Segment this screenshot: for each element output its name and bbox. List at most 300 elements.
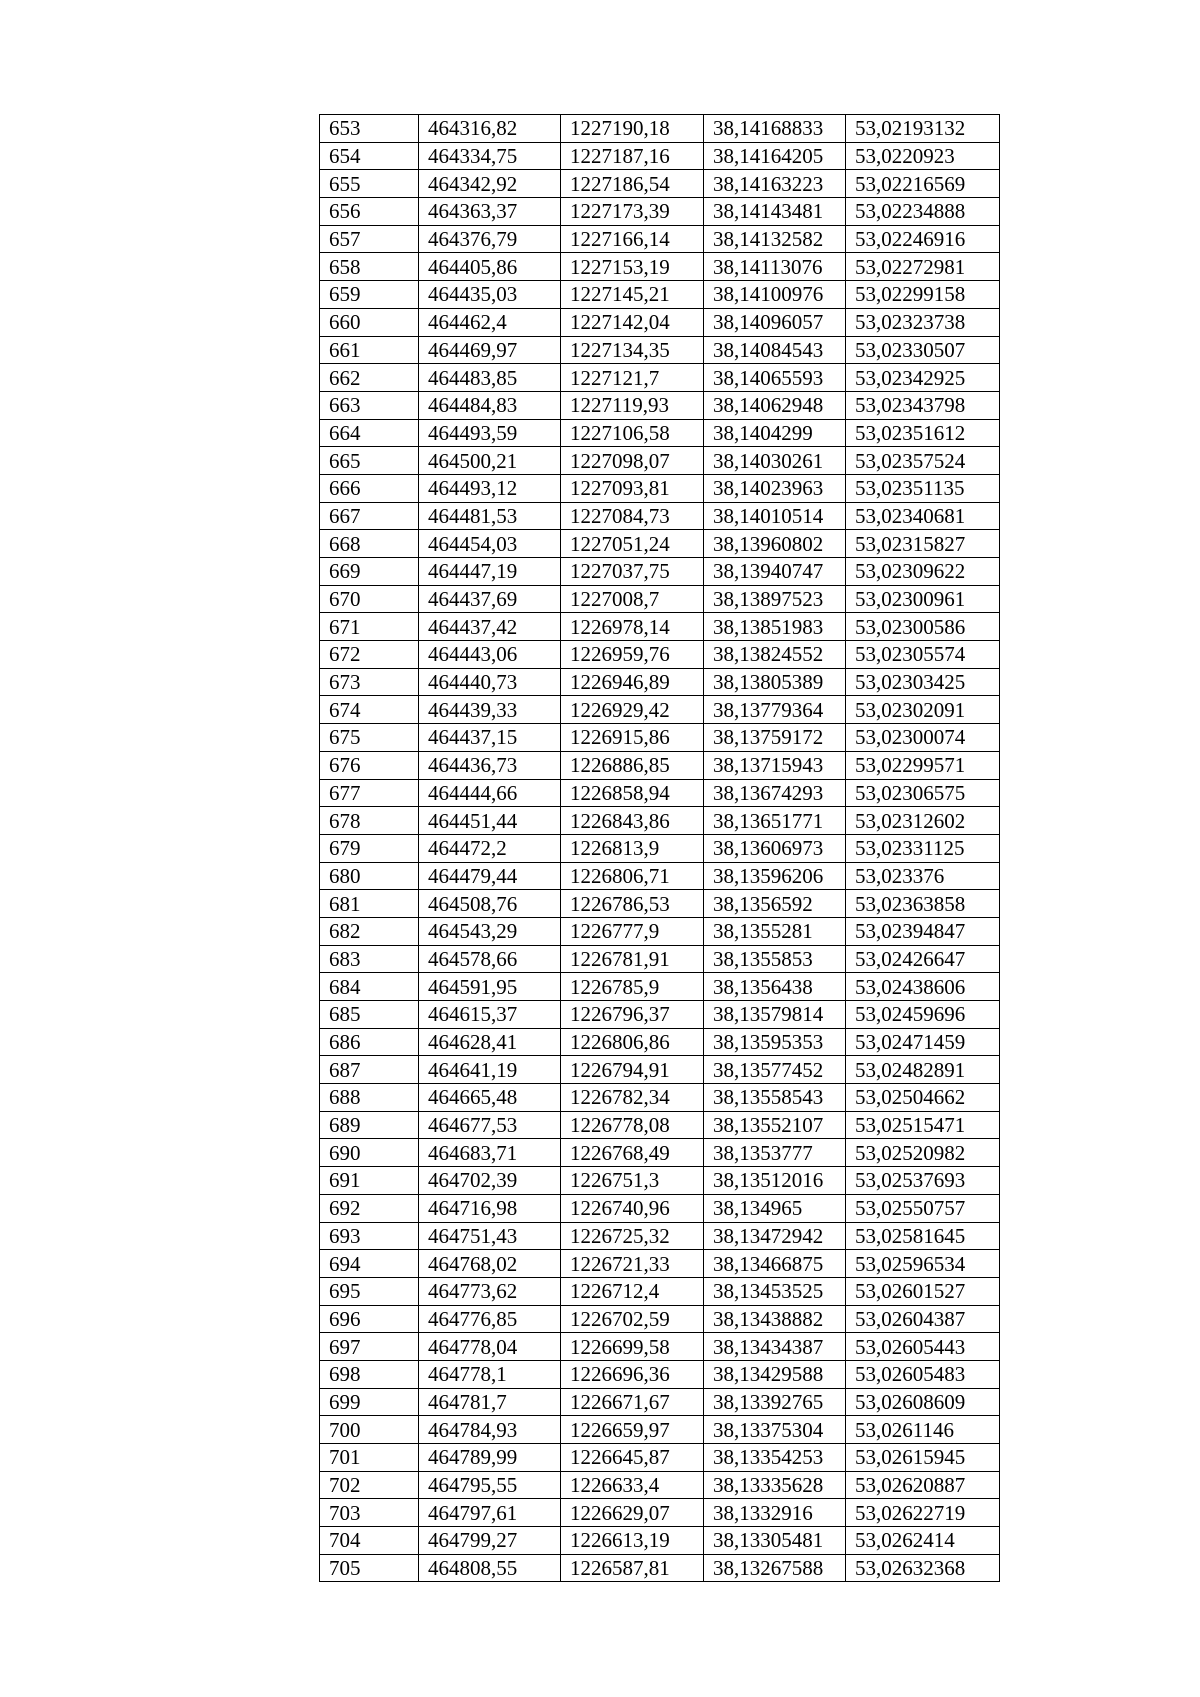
cell-num: 691 — [320, 1167, 419, 1195]
cell-num: 671 — [320, 613, 419, 641]
cell-y: 1226659,97 — [561, 1416, 704, 1444]
cell-lon: 53,02459696 — [846, 1001, 1000, 1029]
cell-lon: 53,02331125 — [846, 834, 1000, 862]
cell-lon: 53,02300074 — [846, 724, 1000, 752]
cell-x: 464447,19 — [419, 558, 561, 586]
cell-x: 464768,02 — [419, 1250, 561, 1278]
cell-x: 464437,15 — [419, 724, 561, 752]
cell-lon: 53,02620887 — [846, 1471, 1000, 1499]
cell-x: 464702,39 — [419, 1167, 561, 1195]
table-row — [320, 1001, 1000, 1029]
cell-x: 464342,92 — [419, 170, 561, 198]
cell-x: 464437,42 — [419, 613, 561, 641]
table-row — [320, 419, 1000, 447]
cell-y: 1226633,4 — [561, 1471, 704, 1499]
cell-x: 464578,66 — [419, 945, 561, 973]
cell-y: 1226978,14 — [561, 613, 704, 641]
cell-lon: 53,02426647 — [846, 945, 1000, 973]
table-row — [320, 1139, 1000, 1167]
cell-x: 464808,55 — [419, 1554, 561, 1582]
cell-y: 1227121,7 — [561, 364, 704, 392]
cell-y: 1226671,67 — [561, 1388, 704, 1416]
cell-num: 660 — [320, 308, 419, 336]
cell-lon: 53,02351135 — [846, 474, 1000, 502]
cell-x: 464405,86 — [419, 253, 561, 281]
table-row — [320, 1305, 1000, 1333]
cell-y: 1227134,35 — [561, 336, 704, 364]
cell-lat: 38,13606973 — [704, 834, 846, 862]
cell-x: 464628,41 — [419, 1028, 561, 1056]
cell-lat: 38,13453525 — [704, 1277, 846, 1305]
cell-lon: 53,02550757 — [846, 1194, 1000, 1222]
cell-x: 464500,21 — [419, 447, 561, 475]
table-row — [320, 779, 1000, 807]
cell-lat: 38,13267588 — [704, 1554, 846, 1582]
cell-num: 683 — [320, 945, 419, 973]
cell-y: 1226751,3 — [561, 1167, 704, 1195]
cell-num: 693 — [320, 1222, 419, 1250]
cell-x: 464472,2 — [419, 834, 561, 862]
table-row — [320, 890, 1000, 918]
cell-lat: 38,14163223 — [704, 170, 846, 198]
cell-num: 654 — [320, 142, 419, 170]
cell-lon: 53,02309622 — [846, 558, 1000, 586]
cell-y: 1227187,16 — [561, 142, 704, 170]
table-row — [320, 336, 1000, 364]
cell-lat: 38,13940747 — [704, 558, 846, 586]
table-row — [320, 447, 1000, 475]
table-row — [320, 1471, 1000, 1499]
cell-y: 1226786,53 — [561, 890, 704, 918]
cell-lat: 38,13651771 — [704, 807, 846, 835]
cell-lat: 38,13596206 — [704, 862, 846, 890]
cell-lat: 38,13715943 — [704, 751, 846, 779]
cell-num: 679 — [320, 834, 419, 862]
cell-y: 1226794,91 — [561, 1056, 704, 1084]
cell-lat: 38,13779364 — [704, 696, 846, 724]
cell-lat: 38,14113076 — [704, 253, 846, 281]
cell-lat: 38,13577452 — [704, 1056, 846, 1084]
cell-num: 695 — [320, 1277, 419, 1305]
cell-num: 674 — [320, 696, 419, 724]
table-row — [320, 862, 1000, 890]
cell-x: 464778,1 — [419, 1360, 561, 1388]
cell-lat: 38,1355281 — [704, 917, 846, 945]
cell-x: 464481,53 — [419, 502, 561, 530]
cell-lat: 38,13552107 — [704, 1111, 846, 1139]
cell-y: 1226806,71 — [561, 862, 704, 890]
table-row — [320, 1499, 1000, 1527]
cell-lon: 53,02537693 — [846, 1167, 1000, 1195]
cell-y: 1226806,86 — [561, 1028, 704, 1056]
cell-lat: 38,14143481 — [704, 198, 846, 226]
cell-y: 1226587,81 — [561, 1554, 704, 1582]
cell-x: 464334,75 — [419, 142, 561, 170]
cell-lon: 53,02330507 — [846, 336, 1000, 364]
cell-num: 702 — [320, 1471, 419, 1499]
cell-lon: 53,02605483 — [846, 1360, 1000, 1388]
cell-y: 1226629,07 — [561, 1499, 704, 1527]
cell-x: 464462,4 — [419, 308, 561, 336]
cell-num: 667 — [320, 502, 419, 530]
cell-x: 464444,66 — [419, 779, 561, 807]
cell-y: 1226778,08 — [561, 1111, 704, 1139]
cell-x: 464784,93 — [419, 1416, 561, 1444]
cell-num: 699 — [320, 1388, 419, 1416]
cell-x: 464454,03 — [419, 530, 561, 558]
cell-x: 464677,53 — [419, 1111, 561, 1139]
cell-lat: 38,1332916 — [704, 1499, 846, 1527]
cell-lat: 38,13897523 — [704, 585, 846, 613]
cell-x: 464443,06 — [419, 641, 561, 669]
cell-x: 464795,55 — [419, 1471, 561, 1499]
cell-lat: 38,14164205 — [704, 142, 846, 170]
cell-num: 673 — [320, 668, 419, 696]
cell-num: 657 — [320, 225, 419, 253]
cell-y: 1226712,4 — [561, 1277, 704, 1305]
cell-num: 700 — [320, 1416, 419, 1444]
table-row — [320, 1277, 1000, 1305]
cell-y: 1227153,19 — [561, 253, 704, 281]
cell-x: 464776,85 — [419, 1305, 561, 1333]
cell-lon: 53,02340681 — [846, 502, 1000, 530]
cell-y: 1227119,93 — [561, 391, 704, 419]
cell-num: 685 — [320, 1001, 419, 1029]
cell-x: 464440,73 — [419, 668, 561, 696]
cell-lon: 53,02357524 — [846, 447, 1000, 475]
cell-num: 684 — [320, 973, 419, 1001]
cell-lon: 53,02246916 — [846, 225, 1000, 253]
cell-lat: 38,14168833 — [704, 115, 846, 143]
cell-y: 1226886,85 — [561, 751, 704, 779]
cell-y: 1226777,9 — [561, 917, 704, 945]
cell-x: 464439,33 — [419, 696, 561, 724]
cell-lon: 53,02323738 — [846, 308, 1000, 336]
cell-num: 675 — [320, 724, 419, 752]
cell-y: 1227084,73 — [561, 502, 704, 530]
cell-x: 464716,98 — [419, 1194, 561, 1222]
cell-lon: 53,02300961 — [846, 585, 1000, 613]
cell-x: 464751,43 — [419, 1222, 561, 1250]
cell-lat: 38,13305481 — [704, 1527, 846, 1555]
cell-lat: 38,14065593 — [704, 364, 846, 392]
cell-lon: 53,02216569 — [846, 170, 1000, 198]
cell-y: 1226946,89 — [561, 668, 704, 696]
cell-lon: 53,02312602 — [846, 807, 1000, 835]
cell-lon: 53,02305574 — [846, 641, 1000, 669]
cell-x: 464797,61 — [419, 1499, 561, 1527]
table-row — [320, 1250, 1000, 1278]
cell-num: 701 — [320, 1444, 419, 1472]
cell-x: 464799,27 — [419, 1527, 561, 1555]
cell-x: 464483,85 — [419, 364, 561, 392]
cell-num: 661 — [320, 336, 419, 364]
table-row — [320, 1084, 1000, 1112]
cell-lat: 38,1353777 — [704, 1139, 846, 1167]
table-row — [320, 724, 1000, 752]
cell-lat: 38,13674293 — [704, 779, 846, 807]
cell-lon: 53,02363858 — [846, 890, 1000, 918]
cell-num: 681 — [320, 890, 419, 918]
cell-x: 464615,37 — [419, 1001, 561, 1029]
cell-lat: 38,1404299 — [704, 419, 846, 447]
cell-lat: 38,14132582 — [704, 225, 846, 253]
cell-y: 1227106,58 — [561, 419, 704, 447]
cell-y: 1226915,86 — [561, 724, 704, 752]
cell-x: 464469,97 — [419, 336, 561, 364]
cell-num: 668 — [320, 530, 419, 558]
cell-x: 464479,44 — [419, 862, 561, 890]
cell-y: 1227190,18 — [561, 115, 704, 143]
cell-lon: 53,02515471 — [846, 1111, 1000, 1139]
table-row — [320, 641, 1000, 669]
cell-x: 464781,7 — [419, 1388, 561, 1416]
cell-lon: 53,02306575 — [846, 779, 1000, 807]
table-row — [320, 1028, 1000, 1056]
table-row — [320, 170, 1000, 198]
cell-x: 464641,19 — [419, 1056, 561, 1084]
cell-lat: 38,14030261 — [704, 447, 846, 475]
table-row — [320, 751, 1000, 779]
cell-lat: 38,14010514 — [704, 502, 846, 530]
table-row — [320, 668, 1000, 696]
cell-x: 464451,44 — [419, 807, 561, 835]
cell-y: 1226858,94 — [561, 779, 704, 807]
cell-y: 1227093,81 — [561, 474, 704, 502]
table-row — [320, 917, 1000, 945]
table-row — [320, 474, 1000, 502]
cell-lat: 38,13438882 — [704, 1305, 846, 1333]
cell-y: 1226843,86 — [561, 807, 704, 835]
cell-x: 464376,79 — [419, 225, 561, 253]
table-row — [320, 1388, 1000, 1416]
cell-lat: 38,13579814 — [704, 1001, 846, 1029]
cell-lon: 53,0220923 — [846, 142, 1000, 170]
table-row — [320, 973, 1000, 1001]
cell-lon: 53,02604387 — [846, 1305, 1000, 1333]
cell-lat: 38,13429588 — [704, 1360, 846, 1388]
cell-lat: 38,1356592 — [704, 890, 846, 918]
cell-y: 1227051,24 — [561, 530, 704, 558]
cell-lon: 53,02315827 — [846, 530, 1000, 558]
cell-lon: 53,02615945 — [846, 1444, 1000, 1472]
cell-num: 670 — [320, 585, 419, 613]
cell-lon: 53,0262414 — [846, 1527, 1000, 1555]
cell-y: 1227098,07 — [561, 447, 704, 475]
cell-y: 1226645,87 — [561, 1444, 704, 1472]
cell-lat: 38,13558543 — [704, 1084, 846, 1112]
table-row — [320, 1333, 1000, 1361]
cell-num: 692 — [320, 1194, 419, 1222]
cell-num: 703 — [320, 1499, 419, 1527]
cell-lon: 53,02504662 — [846, 1084, 1000, 1112]
cell-x: 464591,95 — [419, 973, 561, 1001]
cell-y: 1226959,76 — [561, 641, 704, 669]
cell-lon: 53,02438606 — [846, 973, 1000, 1001]
table-row — [320, 1167, 1000, 1195]
table-row — [320, 502, 1000, 530]
cell-x: 464778,04 — [419, 1333, 561, 1361]
cell-num: 665 — [320, 447, 419, 475]
cell-num: 672 — [320, 641, 419, 669]
cell-lon: 53,02632368 — [846, 1554, 1000, 1582]
table-row — [320, 807, 1000, 835]
cell-y: 1226702,59 — [561, 1305, 704, 1333]
table-row — [320, 115, 1000, 143]
cell-num: 658 — [320, 253, 419, 281]
cell-x: 464665,48 — [419, 1084, 561, 1112]
cell-lon: 53,02394847 — [846, 917, 1000, 945]
table-row — [320, 391, 1000, 419]
cell-num: 656 — [320, 198, 419, 226]
cell-num: 682 — [320, 917, 419, 945]
cell-x: 464773,62 — [419, 1277, 561, 1305]
coordinates-table — [319, 114, 1000, 1582]
cell-lon: 53,02608609 — [846, 1388, 1000, 1416]
cell-x: 464683,71 — [419, 1139, 561, 1167]
table-row — [320, 1360, 1000, 1388]
cell-x: 464508,76 — [419, 890, 561, 918]
cell-y: 1226785,9 — [561, 973, 704, 1001]
cell-y: 1226813,9 — [561, 834, 704, 862]
cell-lon: 53,02343798 — [846, 391, 1000, 419]
cell-y: 1227186,54 — [561, 170, 704, 198]
cell-lat: 38,13824552 — [704, 641, 846, 669]
cell-y: 1226740,96 — [561, 1194, 704, 1222]
cell-lon: 53,02272981 — [846, 253, 1000, 281]
cell-y: 1227142,04 — [561, 308, 704, 336]
cell-lat: 38,13960802 — [704, 530, 846, 558]
cell-lon: 53,02482891 — [846, 1056, 1000, 1084]
cell-num: 704 — [320, 1527, 419, 1555]
cell-lat: 38,134965 — [704, 1194, 846, 1222]
cell-num: 689 — [320, 1111, 419, 1139]
cell-lat: 38,13466875 — [704, 1250, 846, 1278]
cell-lon: 53,02471459 — [846, 1028, 1000, 1056]
table-row — [320, 696, 1000, 724]
cell-num: 705 — [320, 1554, 419, 1582]
table-row — [320, 530, 1000, 558]
table-row — [320, 225, 1000, 253]
table-row — [320, 585, 1000, 613]
cell-lat: 38,13595353 — [704, 1028, 846, 1056]
cell-lon: 53,0261146 — [846, 1416, 1000, 1444]
cell-num: 677 — [320, 779, 419, 807]
cell-y: 1226613,19 — [561, 1527, 704, 1555]
cell-lat: 38,13805389 — [704, 668, 846, 696]
table-row — [320, 834, 1000, 862]
cell-lon: 53,02299571 — [846, 751, 1000, 779]
cell-x: 464493,12 — [419, 474, 561, 502]
table-row — [320, 198, 1000, 226]
table-row — [320, 1056, 1000, 1084]
cell-lon: 53,02605443 — [846, 1333, 1000, 1361]
cell-y: 1227173,39 — [561, 198, 704, 226]
cell-lat: 38,13434387 — [704, 1333, 846, 1361]
cell-y: 1226768,49 — [561, 1139, 704, 1167]
cell-y: 1227037,75 — [561, 558, 704, 586]
cell-lat: 38,13472942 — [704, 1222, 846, 1250]
cell-y: 1227166,14 — [561, 225, 704, 253]
cell-lon: 53,02581645 — [846, 1222, 1000, 1250]
cell-num: 676 — [320, 751, 419, 779]
cell-num: 666 — [320, 474, 419, 502]
cell-lon: 53,02303425 — [846, 668, 1000, 696]
cell-lon: 53,02520982 — [846, 1139, 1000, 1167]
table-row — [320, 308, 1000, 336]
cell-num: 664 — [320, 419, 419, 447]
cell-x: 464493,59 — [419, 419, 561, 447]
cell-lon: 53,02351612 — [846, 419, 1000, 447]
table-row — [320, 1416, 1000, 1444]
cell-lon: 53,023376 — [846, 862, 1000, 890]
cell-lon: 53,02622719 — [846, 1499, 1000, 1527]
cell-y: 1226781,91 — [561, 945, 704, 973]
table-row — [320, 945, 1000, 973]
cell-lon: 53,02601527 — [846, 1277, 1000, 1305]
table-row — [320, 281, 1000, 309]
cell-x: 464436,73 — [419, 751, 561, 779]
cell-y: 1226725,32 — [561, 1222, 704, 1250]
table-row — [320, 364, 1000, 392]
cell-y: 1226696,36 — [561, 1360, 704, 1388]
cell-lat: 38,13354253 — [704, 1444, 846, 1472]
cell-num: 694 — [320, 1250, 419, 1278]
cell-y: 1226929,42 — [561, 696, 704, 724]
cell-lon: 53,02234888 — [846, 198, 1000, 226]
coordinates-table-body — [320, 115, 1000, 1582]
cell-lat: 38,14062948 — [704, 391, 846, 419]
table-row — [320, 1527, 1000, 1555]
cell-lat: 38,13851983 — [704, 613, 846, 641]
cell-lon: 53,02299158 — [846, 281, 1000, 309]
cell-num: 659 — [320, 281, 419, 309]
cell-lat: 38,14100976 — [704, 281, 846, 309]
table-row — [320, 253, 1000, 281]
table-row — [320, 1194, 1000, 1222]
cell-lat: 38,13759172 — [704, 724, 846, 752]
cell-lat: 38,13335628 — [704, 1471, 846, 1499]
cell-lat: 38,1356438 — [704, 973, 846, 1001]
cell-num: 697 — [320, 1333, 419, 1361]
cell-lat: 38,14023963 — [704, 474, 846, 502]
cell-num: 687 — [320, 1056, 419, 1084]
table-row — [320, 558, 1000, 586]
cell-lon: 53,02300586 — [846, 613, 1000, 641]
cell-lat: 38,13392765 — [704, 1388, 846, 1416]
table-row — [320, 1111, 1000, 1139]
cell-x: 464437,69 — [419, 585, 561, 613]
cell-num: 686 — [320, 1028, 419, 1056]
table-row — [320, 142, 1000, 170]
cell-x: 464543,29 — [419, 917, 561, 945]
cell-num: 696 — [320, 1305, 419, 1333]
cell-num: 678 — [320, 807, 419, 835]
cell-lat: 38,13512016 — [704, 1167, 846, 1195]
cell-num: 698 — [320, 1360, 419, 1388]
cell-num: 690 — [320, 1139, 419, 1167]
table-row — [320, 1554, 1000, 1582]
cell-num: 680 — [320, 862, 419, 890]
cell-lon: 53,02342925 — [846, 364, 1000, 392]
cell-num: 662 — [320, 364, 419, 392]
cell-num: 663 — [320, 391, 419, 419]
cell-y: 1226721,33 — [561, 1250, 704, 1278]
cell-y: 1226782,34 — [561, 1084, 704, 1112]
table-row — [320, 1444, 1000, 1472]
cell-x: 464316,82 — [419, 115, 561, 143]
cell-lat: 38,14084543 — [704, 336, 846, 364]
